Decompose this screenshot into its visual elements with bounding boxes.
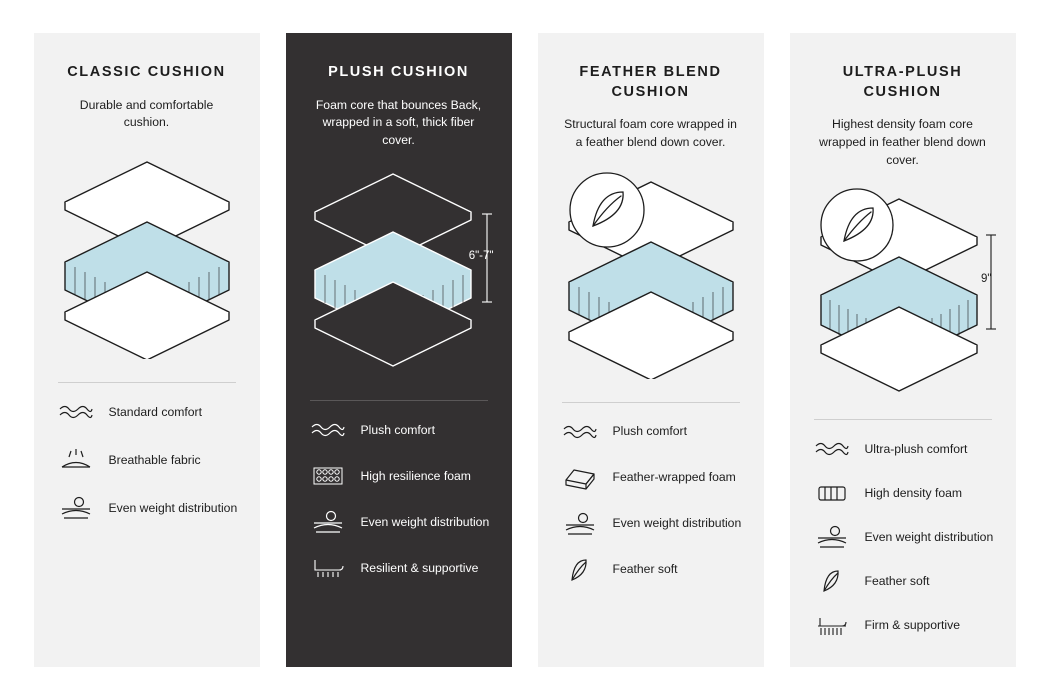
feature-list [812,434,994,640]
divider [562,402,740,403]
wave-icon [56,397,96,427]
feature-label: Plush comfort [612,424,688,439]
card-title: PLUSH CUSHION [328,64,469,80]
card-description: Foam core that bounces Back, wrapped in a soft, thick fiber cover. [315,97,482,147]
feature-item [812,566,994,596]
feature-label: Firm & supportive [864,618,960,633]
wave-icon [308,415,348,445]
feature-item [56,445,238,475]
feature-label: Resilient & supportive [360,560,479,575]
card-title: FEATHER BLEND CUSHION [579,64,722,100]
divider [310,400,488,401]
feature-item [308,461,490,491]
wave-icon [560,417,600,447]
feature-label: Even weight distribution [612,516,742,531]
feature-item [812,522,994,552]
weight-distribution-icon [308,507,348,537]
feature-label: High resilience foam [360,468,471,483]
weight-distribution-icon [560,509,600,539]
cushion-illustration-feather-blend [560,164,742,396]
card-title: CLASSIC CUSHION [67,64,226,80]
card-description: Durable and comfortable cushion. [79,97,214,130]
feature-item [56,397,238,427]
feature-item [560,509,742,539]
feature-list [56,397,238,523]
card-description: Highest density foam core wrapped in feather blend down cover. [819,117,986,167]
feature-label: Even weight distribution [864,530,994,545]
cushion-illustration-ultra-plush [812,181,994,413]
feature-item [308,507,490,537]
feature-item [812,434,994,464]
card-ultra-plush-cushion [790,33,1016,667]
feature-label: Standard comfort [108,404,202,419]
feature-item [308,415,490,445]
divider [58,382,236,383]
dimension-label: 6"-7" [468,249,494,262]
feature-list [308,415,490,583]
honeycomb-icon [308,461,348,491]
card-description: Structural foam core wrapped in a feather blend down cover. [564,117,737,149]
feature-label: Even weight distribution [360,514,490,529]
feather-wrapped-foam-icon [560,463,600,493]
feature-item [308,553,490,583]
cushion-illustration-classic [56,144,238,376]
feature-label: Feather soft [612,562,678,577]
firm-support-icon [812,610,852,640]
weight-distribution-icon [812,522,852,552]
feature-item [56,493,238,523]
feature-label: Plush comfort [360,422,436,437]
card-feather-blend-cushion [538,33,764,667]
card-classic-cushion [34,33,260,667]
cushion-illustration-plush [308,162,494,394]
feature-item [560,417,742,447]
feature-list [560,417,742,585]
divider [814,419,992,420]
feature-label: Even weight distribution [108,500,238,515]
feature-label: Ultra-plush comfort [864,442,968,457]
dimension-label: 9" [981,273,992,286]
leaf-icon [812,566,852,596]
breathable-fabric-icon [56,445,96,475]
feature-item [560,555,742,585]
card-title: ULTRA-PLUSH CUSHION [842,64,963,100]
wave-icon [812,434,852,464]
density-foam-icon [812,478,852,508]
leaf-icon [560,555,600,585]
feature-item [812,610,994,640]
feature-label: Breathable fabric [108,452,201,467]
feature-label: Feather soft [864,574,930,589]
feature-item [560,463,742,493]
card-plush-cushion [286,33,512,667]
feature-label: High density foam [864,486,963,501]
feature-item [812,478,994,508]
feature-label: Feather-wrapped foam [612,470,736,485]
supportive-seat-icon [308,553,348,583]
weight-distribution-icon [56,493,96,523]
